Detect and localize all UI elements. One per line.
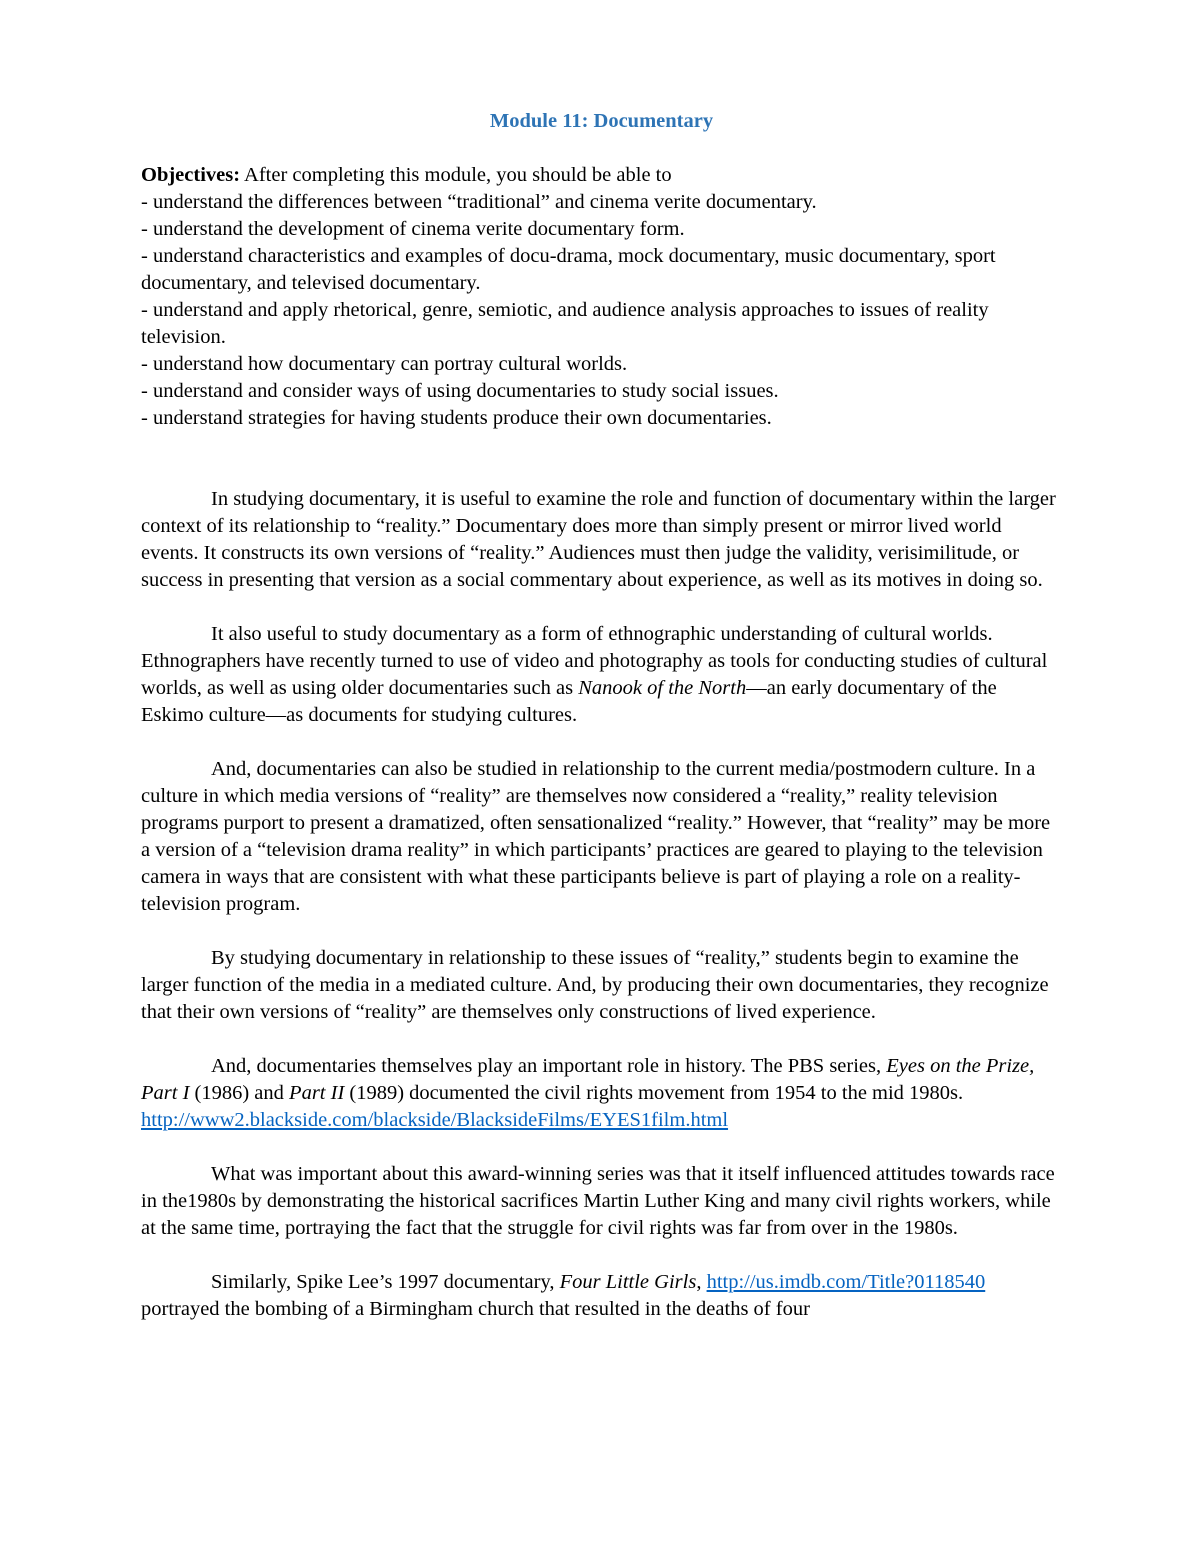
paragraph-text: (1986) and [189, 1082, 290, 1104]
paragraph-text: portrayed the bombing of a Birmingham church that resulted in the deaths of four [141, 1298, 810, 1320]
paragraph-four-little-girls [141, 1269, 1062, 1323]
objective-item: - understand strategies for having students produce their own documentaries. [141, 407, 772, 429]
series-part-title: Part II [289, 1082, 345, 1104]
imdb-link[interactable]: http://us.imdb.com/Title?0118540 [706, 1271, 986, 1293]
film-title: Four Little Girls [559, 1271, 697, 1293]
objective-item: - understand and consider ways of using documentaries to study social issues. [141, 380, 779, 402]
spacer [141, 729, 1062, 756]
film-title: Nanook of the North [578, 677, 747, 699]
paragraph-text: Similarly, Spike Lee’s 1997 documentary, [211, 1271, 560, 1293]
paragraph-award-series: What was important about this award-winning series was that it itself influenced attitudes towards race in the1980s by demonstrating the historical sacrifices Martin Luther King and many civil rights workers, while at the same time, portraying the fact that the struggle for civil rights was far from over in the 1980s. [141, 1163, 1055, 1239]
series-title: Eyes on the Prize, Part I [141, 1055, 1035, 1104]
paragraph-history [141, 1053, 1062, 1134]
spacer [141, 432, 1062, 486]
paragraph-mediated-culture: By studying documentary in relationship to these issues of “reality,” students begin to examine the larger function of the media in a mediated culture. And, by producing their own documentaries, they recognize that their own versions of “reality” are themselves only constructions of lived experience. [141, 947, 1049, 1023]
objectives-intro [141, 162, 1062, 189]
paragraph-ethnography [141, 621, 1062, 729]
spacer [141, 1026, 1062, 1053]
paragraph-reality: In studying documentary, it is useful to examine the role and function of documentary within the larger context of its relationship to “reality.” Documentary does more than simply present or mirror lived world events. It constructs its own versions of “reality.” Audiences must then judge the validity, verisimilitude, or success in presenting that version as a social commentary about experience, as well as its motives in doing so. [141, 488, 1056, 591]
paragraph-text: , [696, 1271, 707, 1293]
paragraph-text: (1989) documented the civil rights movement from 1954 to the mid 1980s. [344, 1082, 964, 1104]
spacer [141, 1242, 1062, 1269]
objective-item: - understand the development of cinema verite documentary form. [141, 218, 685, 240]
spacer [141, 1134, 1062, 1161]
objective-item: - understand the differences between “traditional” and cinema verite documentary. [141, 191, 817, 213]
objectives-intro-text: After completing this module, you should be able to [240, 164, 672, 186]
objective-item: - understand how documentary can portray cultural worlds. [141, 353, 628, 375]
paragraph-postmodern: And, documentaries can also be studied in relationship to the current media/postmodern culture. In a culture in which media versions of “reality” are themselves now considered a “reality,” reality television programs purport to present a dramatized, often sensationalized “reality.” However, that “reality” may be more a version of a “television drama reality” in which participants’ practices are geared to playing to the television camera in ways that are consistent with what these participants believe is part of playing a role on a reality-television program. [141, 758, 1051, 915]
page-title: Module 11: Documentary [489, 110, 714, 132]
paragraph-text: —an early documentary of the Eskimo culture—as documents for studying cultures. [141, 677, 997, 726]
objectives-list [141, 162, 1062, 432]
paragraph-text: It also useful to study documentary as a form of ethnographic understanding of cultural worlds. Ethnographers have recently turned to use of video and photography as tools for conducting studies of cultural worlds, as well as using older documentaries such as [141, 623, 1048, 699]
spacer [141, 918, 1062, 945]
objective-item: - understand characteristics and examples of docu-drama, mock documentary, music documentary, sport documentary, and televised documentary. [141, 245, 996, 294]
objectives-label: Objectives: [141, 164, 241, 186]
eyes-on-the-prize-link[interactable]: http://www2.blackside.com/blackside/BlacksideFilms/EYES1film.html [141, 1109, 729, 1131]
objective-item: - understand and apply rhetorical, genre, semiotic, and audience analysis approaches to issues of reality television. [141, 299, 989, 348]
paragraph-text: And, documentaries themselves play an important role in history. The PBS series, [211, 1055, 887, 1077]
spacer [141, 594, 1062, 621]
